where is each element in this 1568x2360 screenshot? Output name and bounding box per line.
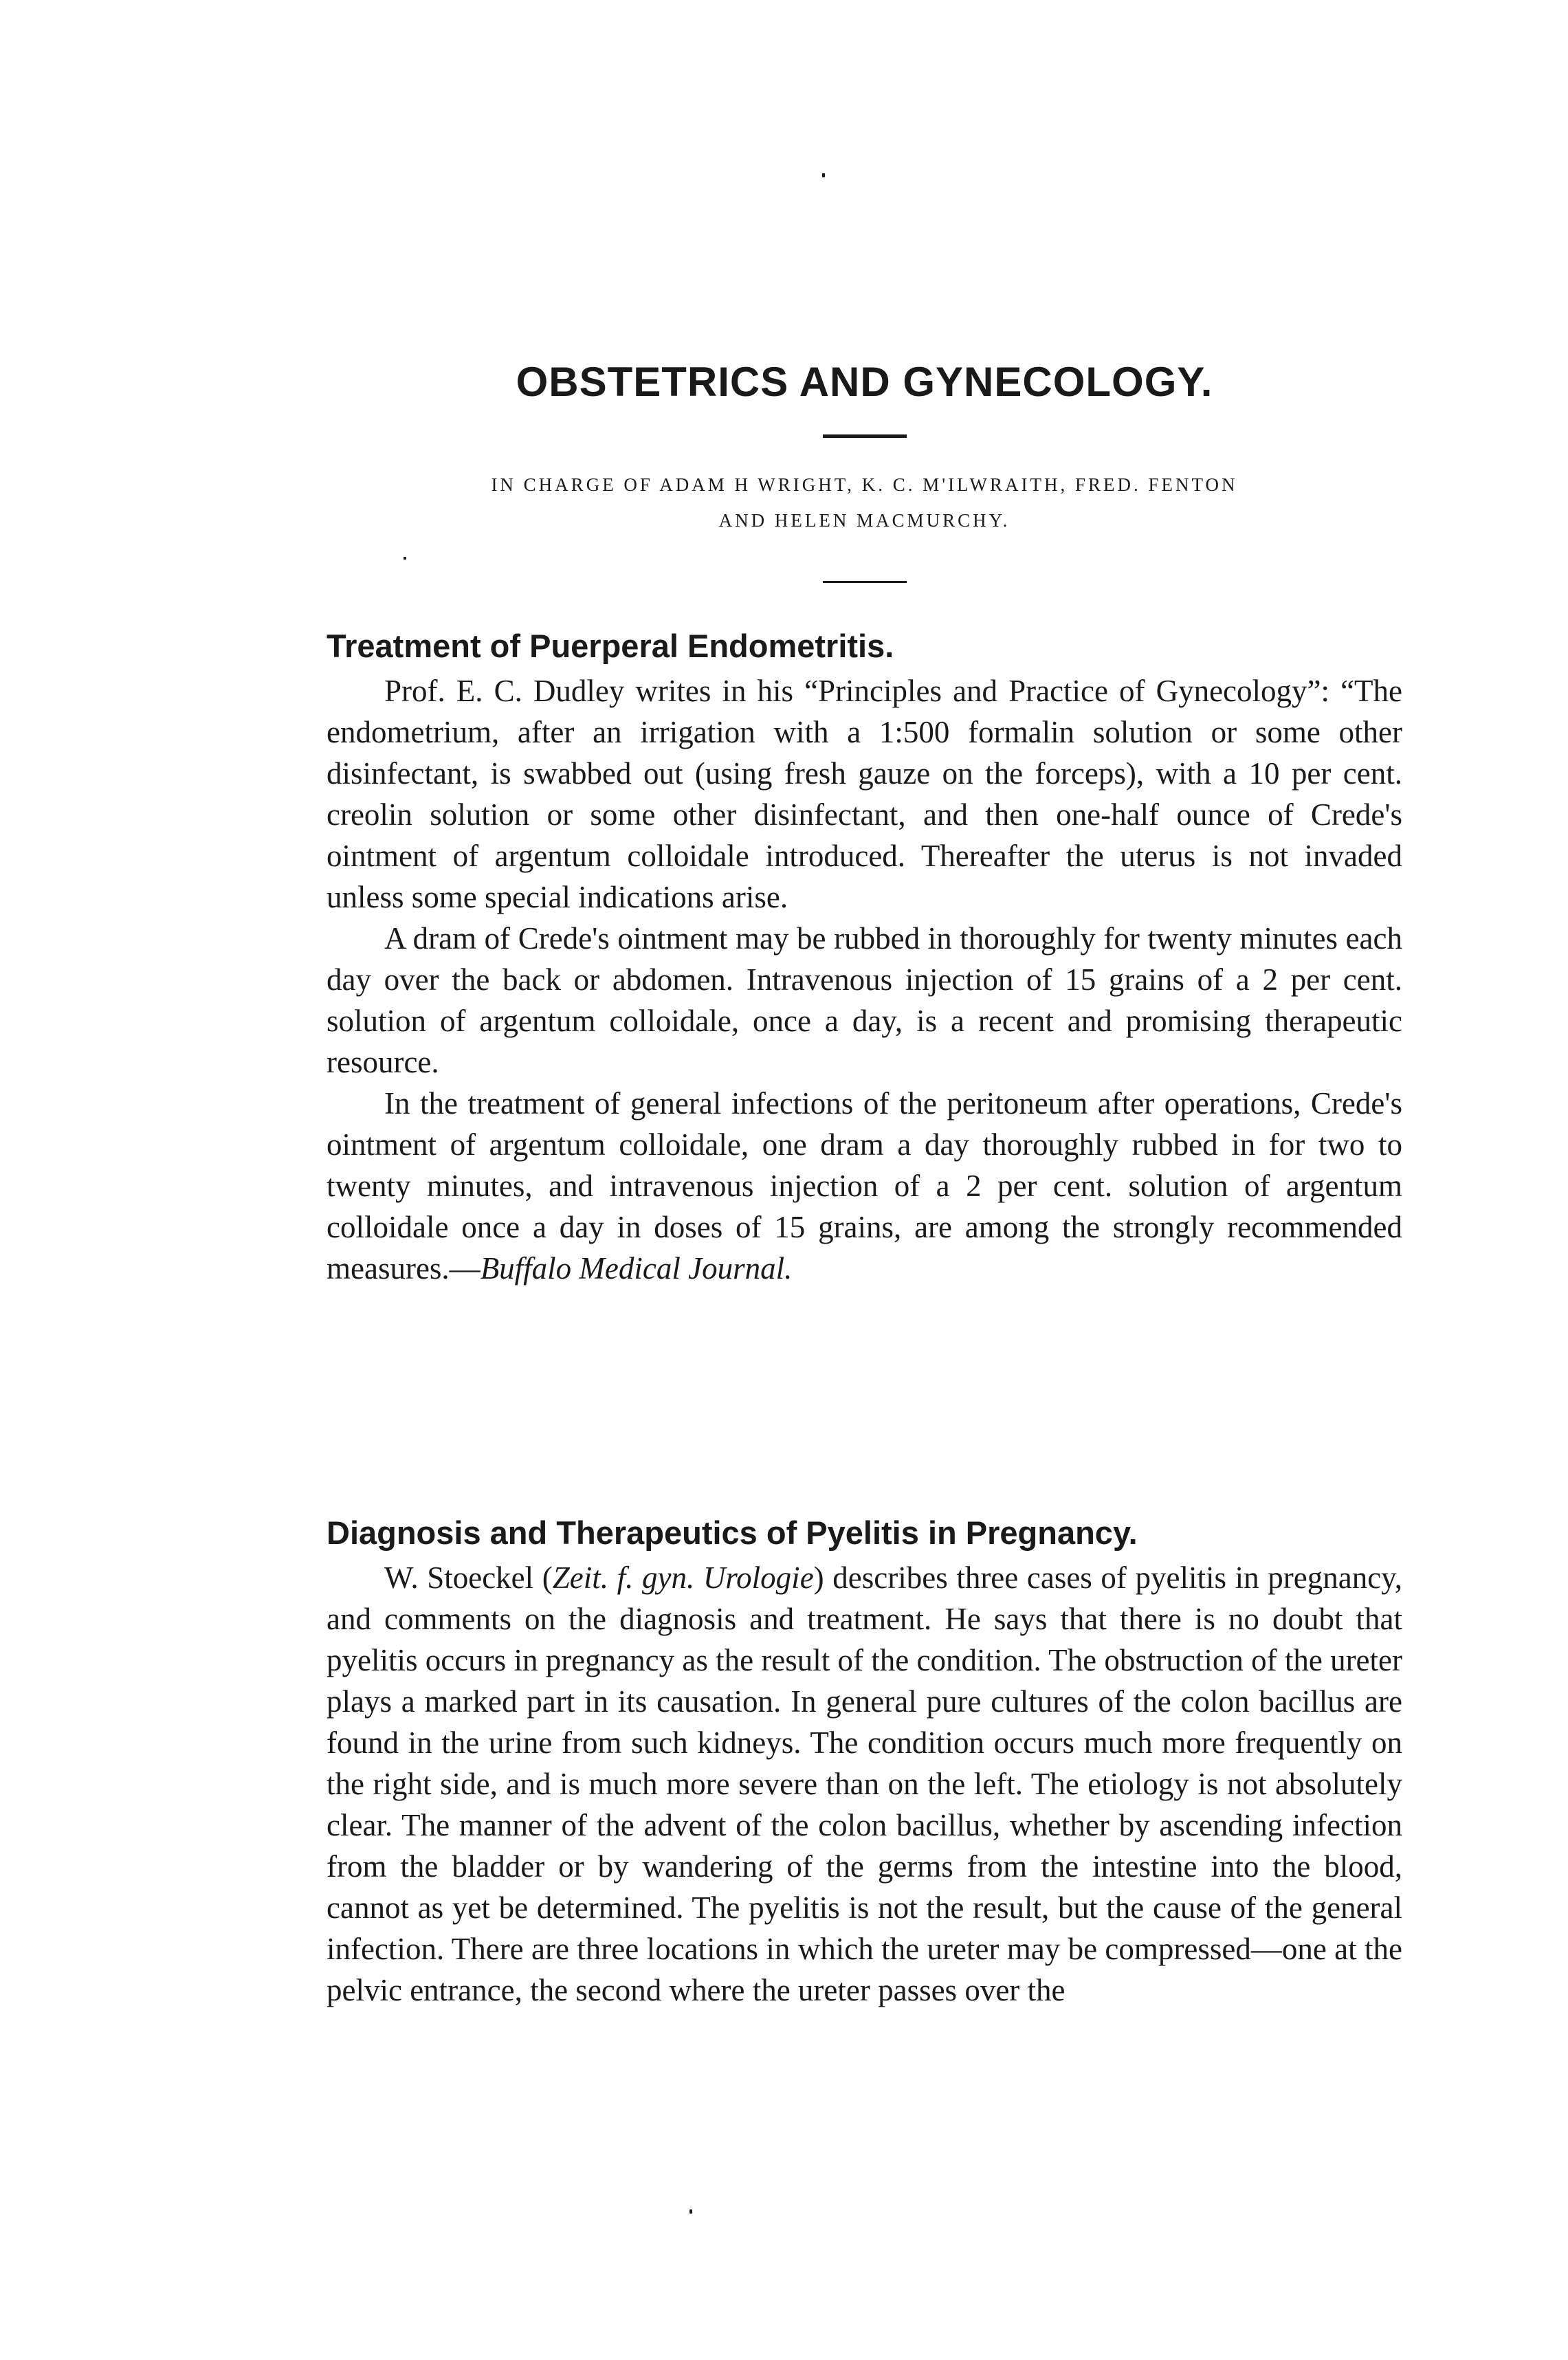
section-title-endometritis: Treatment of Puerperal Endometritis. — [327, 628, 894, 664]
speck-mid — [404, 557, 406, 560]
charge-rule — [823, 581, 907, 583]
paragraph-text: ) describes three cases of pyelitis in pregnancy, and comments on the diagnosis and treatment. He says that there is no doubt that pyelitis occurs in pregnancy as the result of the condition. The obstruction of the ureter plays a marked part in its causation. In general pure cultures of the colon bacillus are found in the urine from such kidneys. The condition occurs much more frequently on the right side, and is much more severe than on the left. The etiology is not absolutely clear. The manner of the advent of the colon bacillus, whether by ascending infection from the bladder or by wandering of the germs from the intestine into the blood, cannot as yet be determined. The pyelitis is not the result, but the cause of the general infection. There are three locations in which the ureter may be compressed—one at the pelvic entrance, the second where the ureter passes over the — [327, 1561, 1402, 2007]
paragraph-text: In the treatment of general infections of the peritoneum after operations, Crede's ointment of argentum colloidale, one dram a day thoroughly rubbed in for two to twenty minutes, and intravenous injection of a 2 per cent. solution of argentum colloidale once a day in doses of 15 grains, are among the strongly recommended measures.— — [327, 1086, 1402, 1286]
title-rule — [823, 434, 907, 438]
speck-bottom — [689, 2209, 692, 2214]
paragraph: Prof. E. C. Dudley writes in his “Principles and Practice of Gynecology”: “The endometrium, after an irrigation with a 1:500 formalin solution or some other disinfectant, is swabbed out (using fresh gauze on the forceps), with a 10 per cent. creolin solution or some other disinfectant, and then one-half ounce of Crede's ointment of argentum colloidale introduced. Thereafter the uterus is not invaded unless some special indications arise. — [327, 674, 1402, 914]
section-body-pyelitis — [327, 1557, 1402, 2011]
paragraph-text: W. Stoeckel ( — [384, 1561, 553, 1595]
section-title-pyelitis: Diagnosis and Therapeutics of Pyelitis in Pregnancy. — [327, 1514, 1138, 1551]
paragraph — [327, 1557, 1402, 2011]
paragraph — [327, 1083, 1402, 1289]
speck-top — [822, 173, 825, 177]
page-title: OBSTETRICS AND GYNECOLOGY. — [516, 359, 1213, 405]
charge-line-2: AND HELEN MACMURCHY. — [718, 510, 1011, 531]
paragraph: A dram of Crede's ointment may be rubbed in thoroughly for twenty minutes each day over the back or abdomen. Intravenous injection of 15 grains of a 2 per cent. solution of argentum colloidale, once a day, is a recent and promising therapeutic resource. — [327, 921, 1402, 1079]
section-body-endometritis — [327, 670, 1402, 1289]
charge-line-1: IN CHARGE OF ADAM H WRIGHT, K. C. M'ILWRAITH, FRED. FENTON — [491, 474, 1238, 495]
journal-citation: Buffalo Medical Journal. — [480, 1251, 793, 1286]
journal-citation: Zeit. f. gyn. Urologie — [552, 1561, 814, 1595]
